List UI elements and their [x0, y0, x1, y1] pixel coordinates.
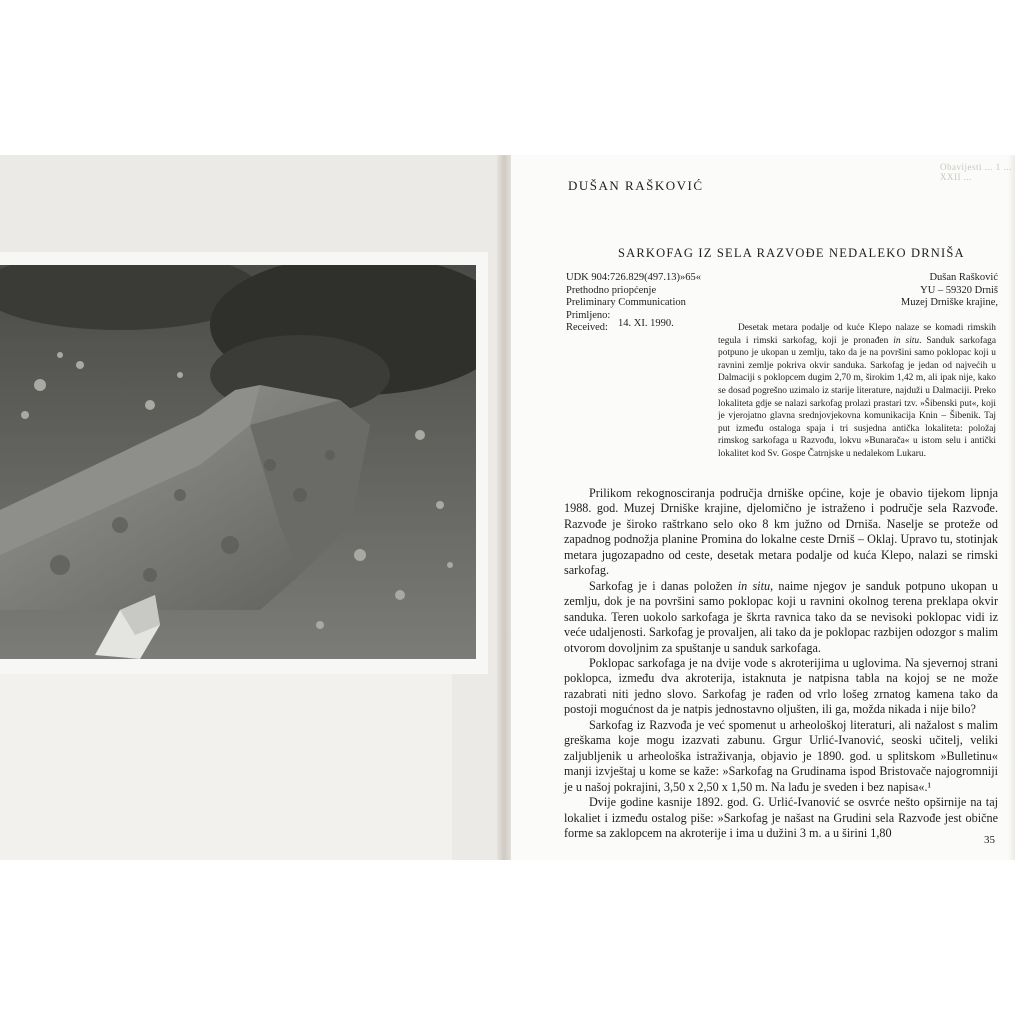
left-page-blank-paper: [0, 672, 452, 860]
abstract-text: Desetak metara podalje od kuće Klepo nalaze se komadi rimskih tegula i rimski sarkofag, koji je pronađen: [718, 323, 996, 346]
article-title: SARKOFAG IZ SELA RAZVOĐE NEDALEKO DRNIŠA: [618, 246, 965, 260]
sarcophagus-photograph: [0, 265, 476, 659]
received-label-en: Received:: [566, 322, 608, 334]
paragraph-text: Prilikom rekognosciranja područja drniške općine, koje je obavio tijekom lipnja 1988. god. Muzej Drniške krajine, djelomično je istraženo i područje sela Razvođe. Razvođe je široko raštrkano selo oko 8 km južno od Drniša. Naselje se proteže od zapadnog podnožja planine Promina do lokalne ceste Drniš – Oklaj. Upravo tu, stotinjak metara jugozapadno od ceste, desetak metara podalje od kuća Klepo, nalazi se rimski sarkofag.: [564, 486, 998, 578]
paragraph-text: Poklopac sarkofaga je na dvije vode s akroterijima u uglovima. Na sjevernoj strani poklopca, između dva akroterija, istaknuta je natpisna tabla na kojoj se ne može razabrati niti jedno slovo. Sarkofag je rađen od vrlo lošeg zrnatog kamena tako da postoji mogućnost da je natpis jednostavno oljušten, ili ga, možda nikada i nije bilo?: [564, 655, 998, 717]
paper-type-en: Preliminary Communication: [566, 297, 686, 309]
paragraph-italic: in situ: [737, 578, 771, 593]
received-row: [566, 310, 736, 336]
body-paragraph: [564, 795, 998, 841]
affiliation-postal: YU – 59320 Drniš: [920, 284, 998, 296]
affiliation-name: Dušan Rašković: [929, 272, 998, 283]
abstract-italic: in situ: [893, 335, 920, 346]
received-label-hr: Primljeno:: [566, 309, 611, 321]
paragraph-text: Sarkofag je i danas položen: [589, 578, 738, 593]
article-body: [564, 486, 998, 841]
classification-block: [566, 272, 736, 336]
abstract: [718, 322, 996, 461]
author-name: DUŠAN RAŠKOVIĆ: [568, 178, 704, 193]
author-affiliation: [838, 272, 998, 310]
paragraph-text: Dvije godine kasnije 1892. god. G. Urlić-Ivanović se osvrće nešto opširnije na taj lokaliet i između ostalog piše: »Sarkofag je našast na Grudini sela Razvođe jest obične forme sa zaklopcem na akroterije i ima u dužini 3 m. a u širini 1,80: [564, 795, 998, 840]
udk-code: UDK 904:726.829(497.13)»65«: [566, 272, 702, 283]
body-paragraph: [564, 579, 998, 656]
paper-type-hr: Prethodno priopćenje: [566, 284, 657, 296]
affiliation-institution: Muzej Drniške krajine,: [900, 297, 998, 309]
page-number: 35: [984, 834, 995, 846]
paragraph-text: , naime njegov je sanduk potpuno ukopan u zemlju, dok je na površini samo poklopac koji u ravnini okolnog terena preklapa okvir sanduka. Teren uokolo sarkofaga je škrta ravnica tako da se nevisoki poklopac vidi iz veće udaljenosti. Sarkofag je provaljen, ali tako da je poklopac razbijen odozgor s malim otvorom dovoljnim za spuštanje u sanduk sarkofaga.: [564, 578, 998, 655]
received-date: 14. XI. 1990.: [618, 317, 674, 329]
body-paragraph: [564, 718, 998, 795]
sarcophagus-photo-image: [0, 265, 476, 659]
body-paragraph: [564, 486, 998, 579]
paragraph-text: Sarkofag iz Razvođa je već spomenut u arheološkoj literaturi, ali nažalost s malim greškama koje mogu izazvati zabunu. Grgur Urlić-Ivanović, seoski učitelj, veliki zaljubljenik u arheološka istraživanja, objavio je 1890. god. u splitskom »Bulletinu« manji izvještaj u kome se kaže: »Sarkofag na Grudinama ispod Bristovače najogromniji je u našoj pokrajini, 3,50 x 2,50 x 1,50 m. Na lađu je sveden i bez napisa«.¹: [564, 717, 998, 794]
received-labels: [566, 310, 610, 335]
running-header: Obavijesti ... 1 ... XXII ...: [940, 162, 1012, 182]
page-edge: [1008, 155, 1015, 860]
abstract-text: . Sanduk sarkofaga potpuno je ukopan u zemlju, tako da je na površini samo poklopac koji u ravnini zemlje pokriva okvir sanduka. Sarkofag je jedan od najvećih u Dalmaciji s poklopcem dugim 2,70 m, širokim 1,42 m, ali ipak nije, kako se dosad pogrešno uzimalo iz starije literature, najduži u Dalmaciji. Preko lokaliteta gdje se nalazi sarkofag prolazi prastari tzv. »Šibenski put«, koji je vjerojatno glavna srednjovjekovna komunikacija Knin – Šibenik. Taj put između ostaloga spaja i tri susjedna antička lokaliteta: položaj rimskog sarkofaga u Razvođu, lokvu »Bunarača« u istom selu i antički lokalitet kod Sv. Gospe Čatrnjske u nedalekom Lukaru.: [718, 335, 996, 459]
body-paragraph: [564, 656, 998, 718]
